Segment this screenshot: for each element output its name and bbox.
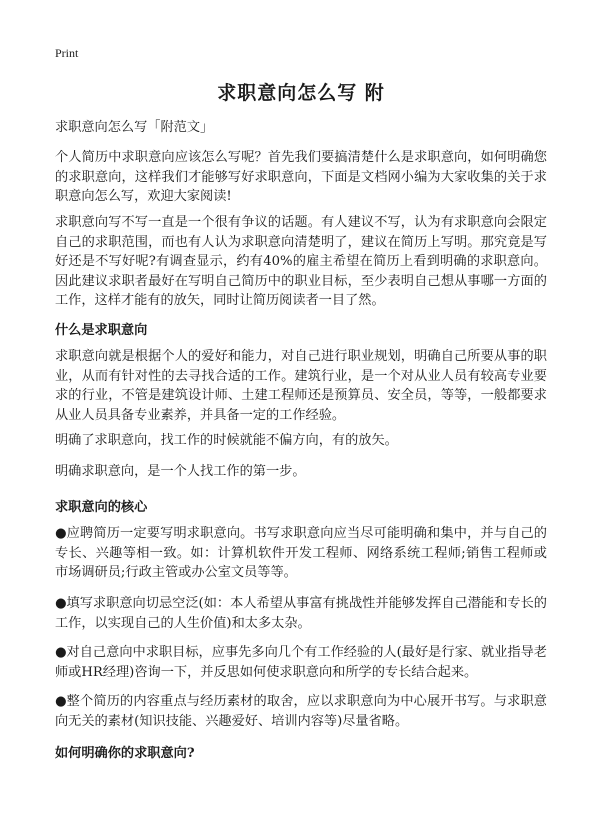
intro-paragraph: 个人简历中求职意向应该怎么写呢？首先我们要搞清楚什么是求职意向，如何明确您的求职意向，这样我们才能够写好求职意向，下面是文档网小编为大家收集的关于求职意向怎么写，欢迎大家阅读! — [55, 150, 547, 204]
debate-paragraph: 求职意向写不写一直是一个很有争议的话题。有人建议不写，认为有求职意向会限定自己的求职范围，而也有人认为求职意向清楚明了，建议在简历上写明。那究竟是写好还是不写好呢?有调查显示，约有40%的雇主希望在简历上看到明确的求职意向。因此建议求职者最好在写明自己简历中的职业目标，至少表明自己想从事哪一方面的工作，这样才能有的放矢，同时让简历阅读者一目了然。 — [55, 215, 547, 308]
what-is-paragraph: 求职意向就是根据个人的爱好和能力，对自己进行职业规划，明确自己所要从事的职业，从而有针对性的去寻找合适的工作。建筑行业，是一个对从业人员有较高专业要求的行业，不管是建筑设计师、土建工程师还是预算员、安全员，等等，一般都要求从业人员具备专业素养，并具备一定的工作经验。 — [55, 349, 547, 423]
bullet-item-4: ●整个简历的内容重点与经历素材的取舍，应以求职意向为中心展开书写。与求职意向无关的素材(知识技能、兴趣爱好、培训内容等)尽量省略。 — [55, 694, 547, 729]
section-heading-core: 求职意向的核心 — [55, 500, 148, 515]
clarity-paragraph: 明确了求职意向，找工作的时候就能不偏方向，有的放矢。 — [55, 433, 398, 448]
print-link[interactable]: Print — [55, 46, 79, 60]
section-heading-what-is: 什么是求职意向 — [55, 323, 148, 338]
document-subtitle: 求职意向怎么写「附范文」 — [55, 120, 214, 135]
bullet-item-1: ●应聘简历一定要写明求职意向。书写求职意向应当尽可能明确和集中，并与自己的专长、兴趣等相一致。如：计算机软件开发工程师、网络系统工程师;销售工程师或市场调研员;行政主管或办公室文员等等。 — [55, 526, 547, 580]
bullet-item-3: ●对自己意向中求职目标，应事先多向几个有工作经验的人(最好是行家、就业指导老师或HR经理)咨询一下，并反思如何使求职意向和所学的专长结合起来。 — [55, 645, 547, 680]
first-step-paragraph: 明确求职意向，是一个人找工作的第一步。 — [55, 464, 306, 479]
document-title: 求职意向怎么写 附 — [217, 82, 385, 104]
section-heading-how: 如何明确你的求职意向? — [55, 746, 195, 761]
bullet-item-2: ●填写求职意向切忌空泛(如：本人希望从事富有挑战性并能够发挥自己潜能和专长的工作，以实现自己的人生价值)和太多太杂。 — [55, 596, 547, 631]
